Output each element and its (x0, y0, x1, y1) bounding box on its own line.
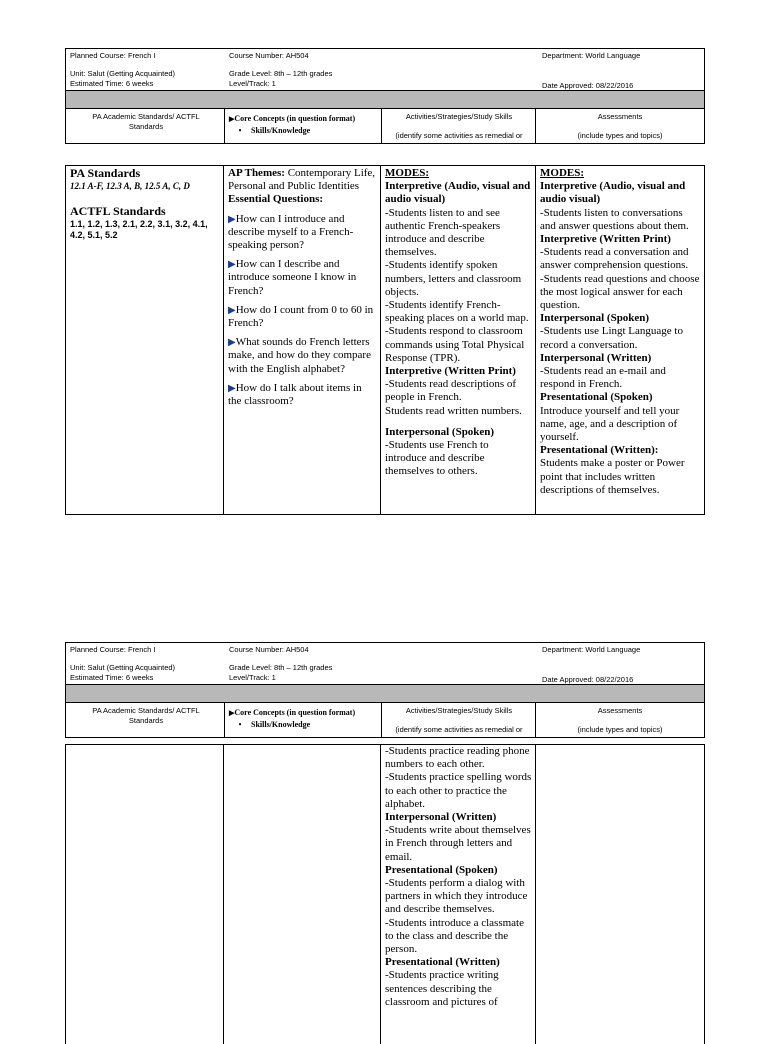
activity-line: -Students introduce a classmate to the class and describe the person. (385, 916, 524, 956)
question-text: How can I describe and introduce someone I know in French? (228, 258, 357, 297)
col-activities-title: Activities/Strategies/Study Skills (405, 706, 513, 715)
estimated-time: Estimated Time: 6 weeks (70, 79, 154, 88)
play-arrow-icon: ▶ (228, 304, 236, 316)
header-column-titles (66, 109, 704, 143)
planned-course: Planned Course: French I (70, 645, 156, 654)
level-track: Level/Track: 1 (229, 79, 276, 88)
mode-heading: Interpersonal (Spoken) (540, 312, 650, 325)
pa-standards-codes: 12.1 A-F, 12.3 A, B, 12.5 A, C, D (70, 181, 190, 192)
date-approved: Date Approved: 08/22/2016 (542, 81, 634, 90)
curriculum-table-1 (65, 165, 705, 515)
mode-heading: Presentational (Written) (385, 956, 500, 969)
core-concepts-label: Core Concepts (in question format) (234, 114, 356, 123)
mode-heading: Interpretive (Written Print) (540, 233, 671, 246)
essential-questions-title: Essential Questions: (228, 193, 324, 206)
bullet-icon: • (238, 720, 242, 729)
play-triangle-icon: ▶ (229, 709, 235, 717)
standards-column (66, 745, 223, 1044)
actfl-standards-codes: 1.1, 1.2, 1.3, 2.1, 2.2, 3.1, 3.2, 4.1, 4.2, 5.1, 5.2 (70, 218, 208, 240)
mode-heading: Interpersonal (Written) (385, 811, 497, 824)
col-standards-title: PA Academic Standards/ ACTFL Standards (92, 706, 200, 725)
col-activities-note: (identify some activities as remedial or (395, 725, 523, 734)
course-header-1 (65, 48, 705, 144)
activity-line: -Students listen to and see authentic French-speakers introduce and describe themselves. (385, 206, 501, 259)
activity-line: -Students perform a dialog with partners in which they introduce and describe themselves. (385, 877, 528, 916)
assessment-line: -Students listen to conversations and answer questions about them. (540, 206, 689, 232)
mode-heading: Interpersonal (Written) (540, 351, 652, 364)
col-activities-title: Activities/Strategies/Study Skills (405, 112, 513, 121)
assessment-line: -Students use Lingt Language to record a conversation. (540, 325, 683, 351)
department: Department: World Language (542, 51, 641, 60)
col-activities-note: (identify some activities as remedial or (395, 131, 523, 140)
question-text: How do I count from 0 to 60 in French? (228, 303, 374, 330)
activity-line: -Students write about themselves in French through letters and email. (385, 824, 531, 863)
essential-question (228, 258, 377, 298)
department: Department: World Language (542, 645, 641, 654)
activities-column (381, 745, 535, 1044)
skills-knowledge-label: Skills/Knowledge (251, 720, 311, 729)
mode-heading: Interpretive (Audio, visual and audio visual) (540, 180, 686, 206)
activity-line: -Students practice reading phone numbers to each other. (385, 745, 530, 771)
assessment-line: -Students read a conversation and answer comprehension questions. (540, 246, 689, 272)
header-column-titles (66, 703, 704, 737)
question-text: How can I introduce and describe myself to a French-speaking person? (228, 212, 354, 252)
play-arrow-icon: ▶ (228, 337, 236, 349)
unit-title: Unit: Salut (Getting Acquainted) (70, 69, 176, 78)
mode-heading: Interpersonal (Spoken) (385, 425, 495, 438)
activity-line: -Students respond to classroom commands using Total Physical Response (TPR). (385, 325, 525, 364)
pa-standards-title: PA Standards (70, 166, 141, 180)
ap-themes (228, 167, 377, 193)
course-number: Course Number: AH504 (229, 645, 309, 654)
grade-level: Grade Level: 8th – 12th grades (229, 69, 333, 78)
essential-question (228, 304, 377, 330)
col-assessments-title: Assessments (597, 112, 643, 121)
modes-heading: MODES: (540, 167, 584, 179)
core-concepts-label: Core Concepts (in question format) (234, 708, 356, 717)
activity-line: -Students practice spelling words to each other to practice the alphabet. (385, 771, 532, 810)
actfl-standards-title: ACTFL Standards (70, 204, 166, 219)
ap-themes-text: Contemporary Life, Personal and Public Identities (228, 167, 376, 193)
essential-question (228, 382, 377, 408)
bullet-icon: • (238, 126, 242, 135)
header-shaded-band (66, 90, 704, 109)
curriculum-table-2 (65, 744, 705, 1044)
mode-heading: Presentational (Spoken) (540, 391, 653, 404)
standards-column (66, 166, 223, 514)
question-text: What sounds do French letters make, and how do they compare with the English alphabet? (228, 336, 371, 375)
assessment-line: Students make a poster or Power point that includes written descriptions of themselves. (540, 457, 685, 496)
concepts-column (224, 166, 380, 514)
course-number: Course Number: AH504 (229, 51, 309, 60)
col-assessments-note: (include types and topics) (577, 725, 663, 734)
question-text: How do I talk about items in the classroom? (228, 381, 362, 408)
col-standards-title: PA Academic Standards/ ACTFL Standards (92, 112, 200, 131)
mode-heading: Interpretive (Written Print) (385, 365, 516, 378)
planned-course: Planned Course: French I (70, 51, 156, 60)
activities-column (381, 166, 535, 514)
skills-knowledge-label: Skills/Knowledge (251, 126, 311, 135)
estimated-time: Estimated Time: 6 weeks (70, 673, 154, 682)
assessments-column (536, 166, 704, 514)
mode-heading: Presentational (Spoken) (385, 863, 498, 876)
mode-heading: Interpretive (Audio, visual and audio visual) (385, 180, 531, 206)
assessment-line: -Students read questions and choose the most logical answer for each question. (540, 272, 700, 312)
level-track: Level/Track: 1 (229, 673, 276, 682)
modes-heading: MODES: (385, 167, 429, 179)
activity-line: -Students identify spoken numbers, letters and classroom objects. (385, 259, 522, 298)
essential-question (228, 213, 377, 253)
assessment-line: Introduce yourself and tell your name, age, and a description of yourself. (540, 404, 680, 444)
grade-level: Grade Level: 8th – 12th grades (229, 663, 333, 672)
unit-title: Unit: Salut (Getting Acquainted) (70, 663, 176, 672)
col-assessments-note: (include types and topics) (577, 131, 663, 140)
header-info-row (66, 643, 704, 684)
activity-line: -Students identify French-speaking places on a world map. (385, 299, 529, 325)
header-shaded-band (66, 684, 704, 703)
play-arrow-icon: ▶ (228, 259, 236, 271)
activity-line: Students read written numbers. (385, 404, 522, 417)
assessment-line: -Students read an e-mail and respond in French. (540, 365, 666, 391)
core-concepts-title (229, 707, 355, 731)
activity-line: -Students read descriptions of people in French. (385, 378, 517, 404)
play-triangle-icon: ▶ (229, 115, 235, 123)
assessments-column (536, 745, 704, 1044)
ap-themes-label: AP Themes: (228, 167, 285, 179)
concepts-column (224, 745, 380, 1044)
play-arrow-icon: ▶ (228, 382, 236, 394)
activity-line: -Students use French to introduce and describe themselves to others. (385, 439, 489, 478)
mode-heading: Presentational (Written): (540, 444, 659, 457)
essential-question (228, 336, 377, 376)
play-arrow-icon: ▶ (228, 213, 236, 225)
activity-line: -Students practice writing sentences describing the classroom and pictures of (385, 969, 499, 1008)
core-concepts-title (229, 113, 355, 137)
col-assessments-title: Assessments (597, 706, 643, 715)
header-info-row (66, 49, 704, 90)
date-approved: Date Approved: 08/22/2016 (542, 675, 634, 684)
course-header-2 (65, 642, 705, 738)
